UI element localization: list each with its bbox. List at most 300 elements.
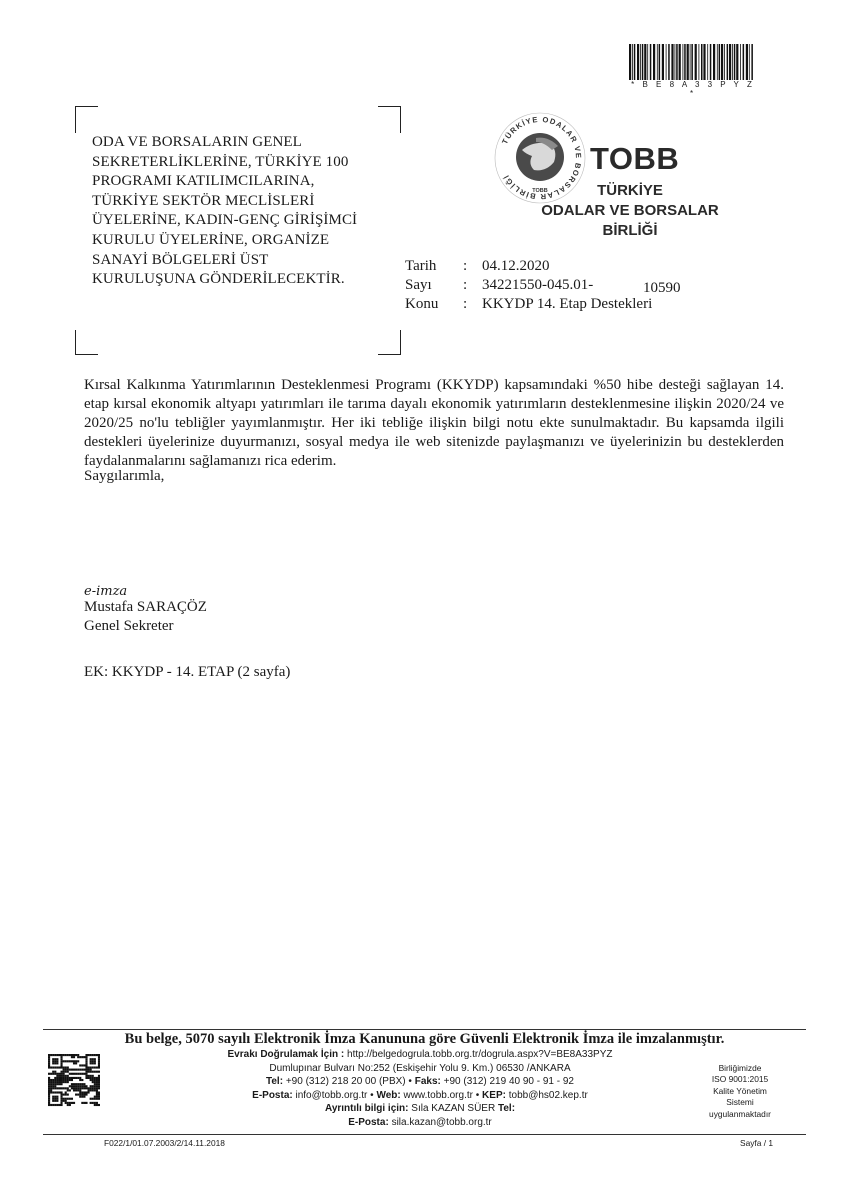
qr-module — [81, 1069, 83, 1071]
recipient-line: TÜRKİYE SEKTÖR MECLİSLERİ — [92, 192, 315, 209]
qr-module — [92, 1079, 94, 1081]
qr-module — [94, 1081, 96, 1083]
qr-module — [65, 1077, 67, 1079]
qr-module — [63, 1094, 65, 1096]
barcode-bar — [746, 44, 748, 80]
qr-module — [77, 1056, 79, 1058]
qr-module — [60, 1056, 62, 1058]
qr-module — [63, 1087, 65, 1089]
date-label: Tarih — [405, 258, 437, 274]
qr-module — [92, 1075, 94, 1077]
qr-module — [52, 1079, 54, 1081]
barcode-bar — [659, 44, 661, 80]
qr-module — [73, 1085, 75, 1087]
kep-link[interactable]: tobb@hs02.kep.tr — [508, 1089, 588, 1101]
qr-module — [96, 1071, 98, 1073]
qr-module — [92, 1066, 94, 1068]
qr-module — [71, 1085, 73, 1087]
qr-module — [54, 1079, 56, 1081]
qr-module — [67, 1054, 69, 1056]
qr-module — [54, 1060, 56, 1062]
qr-module — [69, 1089, 71, 1091]
qr-module — [56, 1091, 58, 1093]
recipient-line: ÜYELERİNE, KADIN-GENÇ GİRİŞİMCİ — [92, 212, 358, 229]
qr-module — [81, 1083, 83, 1085]
barcode-bar — [668, 44, 670, 80]
qr-module — [50, 1054, 52, 1056]
qr-module — [83, 1064, 85, 1066]
qr-module — [63, 1077, 65, 1079]
qr-module — [50, 1104, 52, 1106]
qr-module — [54, 1066, 56, 1068]
qr-module — [63, 1071, 65, 1073]
qr-module — [98, 1058, 100, 1060]
closing-line: Saygılarımla, — [84, 468, 165, 484]
qr-module — [71, 1098, 73, 1100]
qr-module — [98, 1064, 100, 1066]
fax-value: +90 (312) 219 40 90 - 91 - 92 — [443, 1076, 574, 1088]
iso-line: ISO 9001:2015 — [711, 1074, 769, 1085]
qr-module — [54, 1091, 56, 1093]
form-code: F022/1/01.07.2003/2/14.11.2018 — [104, 1138, 225, 1148]
qr-module — [54, 1083, 56, 1085]
qr-module — [98, 1081, 100, 1083]
qr-module — [73, 1077, 75, 1079]
qr-module — [94, 1083, 96, 1085]
email-link[interactable]: info@tobb.org.tr — [295, 1089, 368, 1101]
contact-email-link[interactable]: sila.kazan@tobb.org.tr — [391, 1116, 492, 1128]
qr-module — [54, 1081, 56, 1083]
qr-module — [48, 1085, 50, 1087]
qr-module — [83, 1091, 85, 1093]
qr-module — [56, 1062, 58, 1064]
qr-module — [75, 1077, 77, 1079]
qr-module — [58, 1104, 60, 1106]
qr-module — [60, 1098, 62, 1100]
qr-module — [92, 1071, 94, 1073]
qr-module — [90, 1069, 92, 1071]
qr-module — [98, 1077, 100, 1079]
qr-module — [60, 1064, 62, 1066]
recipient-line: SANAYİ BÖLGELERİ ÜST — [92, 251, 269, 268]
qr-module — [71, 1054, 73, 1056]
verify-line — [160, 1048, 680, 1062]
qr-module — [79, 1073, 81, 1075]
qr-module — [85, 1054, 87, 1056]
qr-module — [75, 1087, 77, 1089]
qr-module — [52, 1081, 54, 1083]
qr-module — [79, 1085, 81, 1087]
qr-module — [63, 1079, 65, 1081]
qr-module — [60, 1102, 62, 1104]
barcode-bar — [729, 44, 731, 80]
qr-module — [75, 1073, 77, 1075]
letter-body — [84, 376, 784, 471]
qr-module — [73, 1060, 75, 1062]
footer-signature-notice: Bu belge, 5070 sayılı Elektronik İmza Kanununa göre Güvenli Elektronik İmza ile imzalanmıştır. — [124, 1031, 725, 1047]
qr-module — [67, 1060, 69, 1062]
number-label: Sayı — [405, 277, 432, 293]
qr-module — [67, 1066, 69, 1068]
qr-module — [73, 1089, 75, 1091]
qr-module — [48, 1083, 50, 1085]
address-corner-top-left — [75, 106, 98, 133]
qr-module — [85, 1091, 87, 1093]
qr-module — [92, 1085, 94, 1087]
qr-module — [79, 1094, 81, 1096]
barcode-bar — [701, 44, 703, 80]
qr-module — [67, 1098, 69, 1100]
logo-name-line: TÜRKİYE — [597, 182, 663, 199]
qr-module — [79, 1056, 81, 1058]
qr-module — [54, 1085, 56, 1087]
address-corner-bottom-left — [75, 330, 98, 355]
iso-line: Birliğimizde — [718, 1063, 762, 1073]
qr-module — [60, 1083, 62, 1085]
qr-module — [77, 1083, 79, 1085]
qr-module — [58, 1087, 60, 1089]
barcode-bar — [740, 44, 741, 80]
qr-module — [73, 1054, 75, 1056]
qr-module — [92, 1102, 94, 1104]
qr-module — [50, 1081, 52, 1083]
qr-module — [79, 1083, 81, 1085]
qr-module — [52, 1100, 54, 1102]
barcode-bar — [691, 44, 693, 80]
qr-module — [75, 1060, 77, 1062]
qr-module — [83, 1056, 85, 1058]
qr-module — [96, 1066, 98, 1068]
page-number: Sayfa / 1 — [740, 1138, 774, 1148]
qr-module — [48, 1096, 50, 1098]
barcode-bar — [637, 44, 639, 80]
qr-module — [77, 1069, 79, 1071]
qr-module — [60, 1075, 62, 1077]
barcode-bar — [749, 44, 750, 80]
document-barcode — [628, 44, 756, 80]
barcode-bar — [671, 44, 673, 80]
qr-module — [75, 1089, 77, 1091]
qr-module — [77, 1089, 79, 1091]
qr-module — [94, 1089, 96, 1091]
qr-module — [83, 1085, 85, 1087]
barcode-bar — [721, 44, 723, 80]
qr-module — [54, 1077, 56, 1079]
barcode-bar — [699, 44, 700, 80]
recipient-line: KURULUŞUNA GÖNDERİLECEKTİR. — [92, 271, 345, 288]
qr-module — [92, 1087, 94, 1089]
qr-module — [48, 1054, 50, 1056]
barcode-bar — [679, 44, 681, 80]
qr-module — [98, 1071, 100, 1073]
recipient-line: KURULU ÜYELERİNE, ORGANİZE — [92, 231, 330, 248]
barcode-bar — [666, 44, 667, 80]
qr-module — [60, 1094, 62, 1096]
barcode-bar — [683, 44, 684, 80]
qr-module — [88, 1054, 90, 1056]
barcode-bar — [717, 44, 718, 80]
qr-module — [69, 1104, 71, 1106]
qr-module — [60, 1073, 62, 1075]
verify-link[interactable]: http://belgedogrula.tobb.org.tr/dogrula.aspx?V=BE8A33PYZ — [347, 1049, 613, 1060]
qr-module — [98, 1054, 100, 1056]
barcode-bar — [703, 44, 705, 80]
qr-module — [69, 1069, 71, 1071]
qr-module — [63, 1069, 65, 1071]
address-corner-bottom-right — [378, 330, 401, 355]
qr-module — [65, 1098, 67, 1100]
qr-module — [60, 1091, 62, 1093]
qr-module — [48, 1064, 50, 1066]
qr-module — [67, 1081, 69, 1083]
qr-module — [94, 1098, 96, 1100]
barcode-bar — [629, 44, 631, 80]
qr-module — [67, 1104, 69, 1106]
qr-module — [48, 1073, 50, 1075]
qr-module — [50, 1066, 52, 1068]
qr-module — [71, 1087, 73, 1089]
recipient-address — [92, 133, 392, 290]
qr-module — [94, 1085, 96, 1087]
qr-module — [88, 1069, 90, 1071]
logo-name-line: BİRLİĞİ — [602, 222, 658, 239]
qr-module — [48, 1104, 50, 1106]
qr-module — [65, 1079, 67, 1081]
barcode-bar — [632, 44, 633, 80]
qr-module — [71, 1077, 73, 1079]
qr-module — [58, 1081, 60, 1083]
qr-module — [71, 1056, 73, 1058]
qr-module — [96, 1083, 98, 1085]
qr-module — [94, 1066, 96, 1068]
footer-divider-bottom — [43, 1134, 806, 1135]
qr-module — [48, 1098, 50, 1100]
qr-module — [73, 1056, 75, 1058]
qr-module — [48, 1077, 50, 1079]
qr-module — [54, 1098, 56, 1100]
qr-module — [48, 1081, 50, 1083]
qr-module — [48, 1087, 50, 1089]
qr-module — [85, 1087, 87, 1089]
qr-module — [85, 1075, 87, 1077]
contact-label: Ayrıntılı bilgi için: — [324, 1103, 409, 1115]
qr-module — [52, 1085, 54, 1087]
barcode-bar — [724, 44, 725, 80]
tel-label: Tel: — [266, 1076, 284, 1088]
qr-module — [90, 1075, 92, 1077]
qr-module — [65, 1060, 67, 1062]
qr-module — [73, 1069, 75, 1071]
qr-module — [98, 1094, 100, 1096]
qr-module — [63, 1081, 65, 1083]
qr-module — [92, 1054, 94, 1056]
qr-module — [85, 1060, 87, 1062]
qr-module — [83, 1073, 85, 1075]
qr-module — [63, 1054, 65, 1056]
barcode-bar — [662, 44, 664, 80]
iso-certification-note — [690, 1063, 790, 1120]
qr-module — [81, 1094, 83, 1096]
qr-module — [85, 1073, 87, 1075]
qr-module — [83, 1096, 85, 1098]
barcode-bar — [732, 44, 733, 80]
qr-module — [48, 1058, 50, 1060]
barcode-bar — [687, 44, 689, 80]
subject-label: Konu — [405, 296, 439, 312]
qr-module — [90, 1066, 92, 1068]
qr-module — [71, 1073, 73, 1075]
qr-module — [81, 1073, 83, 1075]
qr-module — [65, 1081, 67, 1083]
qr-module — [98, 1066, 100, 1068]
web-label: Web: — [376, 1089, 401, 1101]
recipient-line: ODA VE BORSALARIN GENEL — [92, 134, 302, 150]
qr-module — [98, 1056, 100, 1058]
address-corner-top-right — [378, 106, 401, 133]
contact-line — [160, 1102, 680, 1116]
qr-module — [94, 1096, 96, 1098]
qr-module — [73, 1083, 75, 1085]
qr-module — [96, 1104, 98, 1106]
barcode-bar — [653, 44, 655, 80]
online-line — [160, 1089, 680, 1103]
qr-module — [85, 1058, 87, 1060]
qr-module — [90, 1102, 92, 1104]
qr-module — [52, 1062, 54, 1064]
qr-module — [83, 1087, 85, 1089]
qr-module — [88, 1077, 90, 1079]
qr-module — [48, 1094, 50, 1096]
contact-email-line — [160, 1116, 680, 1130]
signer-title: Genel Sekreter — [84, 618, 174, 634]
qr-module — [52, 1066, 54, 1068]
qr-module — [88, 1071, 90, 1073]
qr-module — [90, 1077, 92, 1079]
qr-module — [85, 1066, 87, 1068]
qr-module — [63, 1098, 65, 1100]
qr-module — [56, 1075, 58, 1077]
qr-module — [96, 1102, 98, 1104]
qr-module — [67, 1102, 69, 1104]
qr-module — [90, 1054, 92, 1056]
tobb-logo-abbr: TOBB — [590, 141, 680, 176]
qr-module — [69, 1085, 71, 1087]
qr-module — [96, 1096, 98, 1098]
verification-qr-code — [48, 1048, 100, 1112]
qr-module — [69, 1054, 71, 1056]
bullet: • — [370, 1089, 374, 1101]
qr-module — [75, 1069, 77, 1071]
qr-module — [90, 1062, 92, 1064]
qr-module — [90, 1087, 92, 1089]
qr-module — [56, 1077, 58, 1079]
qr-module — [98, 1075, 100, 1077]
barcode-bar — [736, 44, 738, 80]
qr-module — [85, 1062, 87, 1064]
qr-module — [56, 1079, 58, 1081]
qr-module — [92, 1077, 94, 1079]
qr-module — [92, 1058, 94, 1060]
qr-module — [81, 1096, 83, 1098]
barcode-bar — [690, 44, 691, 80]
qr-module — [65, 1071, 67, 1073]
barcode-code: * B E 8 A 3 3 P Y Z * — [631, 80, 755, 98]
qr-module — [77, 1054, 79, 1056]
qr-module — [52, 1087, 54, 1089]
qr-module — [56, 1096, 58, 1098]
qr-module — [98, 1087, 100, 1089]
barcode-bar — [727, 44, 729, 80]
qr-module — [85, 1077, 87, 1079]
qr-module — [73, 1087, 75, 1089]
number-suffix: 10590 — [643, 280, 681, 296]
barcode-bar — [751, 44, 753, 80]
qr-module — [67, 1071, 69, 1073]
qr-module — [69, 1098, 71, 1100]
date-colon: : — [463, 258, 468, 274]
qr-module — [75, 1083, 77, 1085]
qr-module — [60, 1096, 62, 1098]
contact-tel-label: Tel: — [497, 1103, 516, 1115]
qr-module — [65, 1100, 67, 1102]
qr-module — [56, 1104, 58, 1106]
qr-module — [98, 1060, 100, 1062]
qr-module — [65, 1091, 67, 1093]
barcode-bar — [713, 44, 715, 80]
barcode-bar — [640, 44, 641, 80]
qr-module — [79, 1069, 81, 1071]
qr-module — [58, 1077, 60, 1079]
qr-module — [54, 1096, 56, 1098]
qr-module — [67, 1087, 69, 1089]
qr-module — [60, 1066, 62, 1068]
qr-module — [75, 1054, 77, 1056]
qr-module — [48, 1091, 50, 1093]
web-link[interactable]: www.tobb.org.tr — [403, 1089, 473, 1101]
qr-module — [83, 1102, 85, 1104]
qr-module — [90, 1098, 92, 1100]
qr-module — [79, 1089, 81, 1091]
qr-module — [92, 1062, 94, 1064]
barcode-bar — [684, 44, 686, 80]
qr-module — [48, 1062, 50, 1064]
qr-module — [54, 1058, 56, 1060]
qr-module — [52, 1083, 54, 1085]
qr-module — [79, 1077, 81, 1079]
qr-module — [60, 1071, 62, 1073]
qr-module — [85, 1085, 87, 1087]
qr-module — [54, 1104, 56, 1106]
kep-label: KEP: — [482, 1089, 506, 1101]
qr-module — [81, 1087, 83, 1089]
qr-module — [50, 1073, 52, 1075]
qr-module — [85, 1064, 87, 1066]
qr-module — [52, 1054, 54, 1056]
recipient-line: PROGRAMI KATILIMCILARINA, — [92, 173, 315, 190]
qr-module — [96, 1085, 98, 1087]
qr-module — [54, 1062, 56, 1064]
qr-module — [79, 1079, 81, 1081]
qr-module — [50, 1083, 52, 1085]
qr-module — [65, 1094, 67, 1096]
qr-module — [58, 1073, 60, 1075]
qr-module — [58, 1079, 60, 1081]
barcode-bar — [650, 44, 652, 80]
qr-module — [65, 1054, 67, 1056]
qr-module — [94, 1077, 96, 1079]
qr-module — [94, 1058, 96, 1060]
qr-module — [60, 1079, 62, 1081]
